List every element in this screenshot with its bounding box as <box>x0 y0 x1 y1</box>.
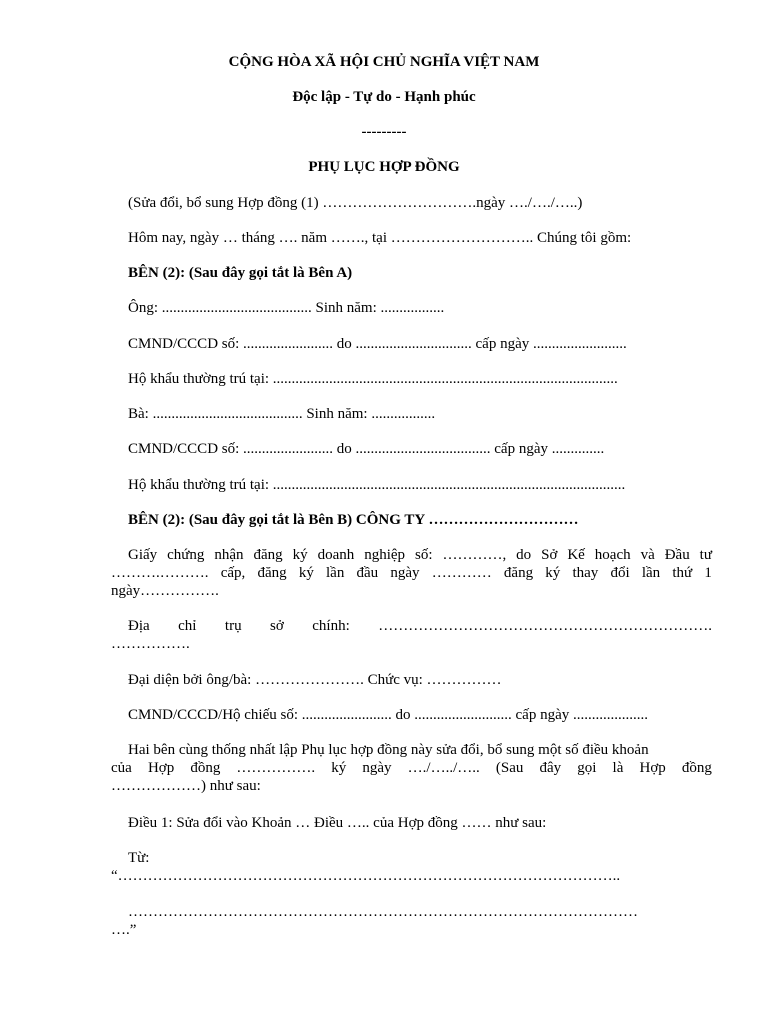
justified-word: (Sau <box>495 760 524 776</box>
justified-word: đồng <box>190 760 221 776</box>
agreement-line-2 <box>111 759 712 777</box>
justified-word: trụ <box>224 618 242 634</box>
party-b-heading: BÊN (2): (Sau đây gọi tắt là Bên B) CÔNG TY ………………………… <box>128 512 579 528</box>
justified-word: ……….………. <box>111 565 209 581</box>
party-a-mr-id: CMND/CCCD số: ........................ do ............................... cấp ngày ......................... <box>128 336 627 352</box>
amend-line: (Sửa đổi, bổ sung Hợp đồng (1) ………………………….ngày …./…./…..) <box>128 195 583 211</box>
justified-word: …………………………………………………………. <box>378 618 712 634</box>
article-1-title: Điều 1: Sửa đổi vào Khoản … Điều ….. của Hợp đồng …… như sau: <box>128 815 547 831</box>
justified-word: nghiệp <box>364 547 406 563</box>
justified-word: Giấy <box>128 547 158 563</box>
justified-word: Sở <box>541 547 558 563</box>
today-line: Hôm nay, ngày … tháng …. năm ……., tại ……………………….. Chúng tôi gồm: <box>128 230 632 246</box>
justified-word: sở <box>270 618 284 634</box>
justified-word: hoạch <box>594 547 631 563</box>
head-office-line-1 <box>128 617 712 635</box>
justified-word: ngày <box>390 565 420 581</box>
justified-word: đăng <box>257 565 287 581</box>
justified-word: …./…../….. <box>407 760 480 776</box>
justified-word: do <box>516 547 532 563</box>
justified-word: và <box>640 547 655 563</box>
justified-word: Kế <box>567 547 585 563</box>
justified-word: 1 <box>704 565 712 581</box>
justified-word: ………… <box>431 565 492 581</box>
justified-word: số: <box>414 547 433 563</box>
justified-word: đây <box>539 760 562 776</box>
justified-word: đồng <box>681 760 712 776</box>
party-a-mr: Ông: ........................................ Sinh năm: ................. <box>128 300 445 316</box>
party-a-mrs: Bà: ........................................ Sinh năm: ................. <box>128 406 436 422</box>
justified-word: của <box>111 760 132 776</box>
justified-word: nhận <box>214 547 244 563</box>
justified-word: …………, <box>442 547 507 563</box>
justified-word: ngày <box>362 760 392 776</box>
justified-word: đăng <box>503 565 534 581</box>
agreement-line-3: ………………) như sau: <box>111 778 261 794</box>
justified-word: ký <box>331 760 347 776</box>
business-cert-line-3: ngày……………. <box>111 583 219 599</box>
party-a-mrs-id: CMND/CCCD số: ........................ do .................................... cấp ngày .............. <box>128 441 605 457</box>
justified-word: ký <box>545 565 561 581</box>
justified-word: đầu <box>356 565 379 581</box>
justified-word: chỉ <box>178 618 197 634</box>
motto-heading: Độc lập - Tự do - Hạnh phúc <box>292 89 476 105</box>
justified-word: đổi <box>610 565 630 581</box>
justified-word: ký <box>298 565 314 581</box>
head-office-line-2: ……………. <box>111 636 190 652</box>
agreement-line-1: Hai bên cùng thống nhất lập Phụ lục hợp đồng này sửa đổi, bổ sung một số điều khoản <box>128 742 649 758</box>
justified-word: thay <box>572 565 599 581</box>
nation-heading: CỘNG HÒA XÃ HỘI CHỦ NGHĨA VIỆT NAM <box>228 54 540 70</box>
justified-word: đăng <box>253 547 283 563</box>
justified-word: Hợp <box>147 760 175 776</box>
justified-word: tư <box>699 547 712 563</box>
justified-word: doanh <box>317 547 355 563</box>
separator-line: --------- <box>361 124 407 140</box>
representative-id-line: CMND/CCCD/Hộ chiếu số: ........................ do .......................... cấp ngày .................... <box>128 707 648 723</box>
business-cert-line-1 <box>128 546 712 564</box>
justified-word: cấp, <box>220 565 246 581</box>
justified-word: Địa <box>128 618 150 634</box>
from-text-line-1: “……………………………………………………………………………………….. <box>111 868 621 884</box>
from-text-line-2: ………………………………………………………………………………………… <box>128 904 638 920</box>
document-title: PHỤ LỤC HỢP ĐỒNG <box>308 159 460 175</box>
from-label: Từ: <box>128 850 150 866</box>
party-a-mr-address: Hộ khẩu thường trú tại: ............................................................................................ <box>128 371 618 387</box>
business-cert-line-2 <box>111 564 712 582</box>
justified-word: Hợp <box>639 760 666 776</box>
representative-line: Đại diện bởi ông/bà: …………………. Chức vụ: …………… <box>128 672 502 688</box>
justified-word: lần <box>641 565 661 581</box>
party-a-mrs-address: Hộ khẩu thường trú tại: .............................................................................................. <box>128 477 626 493</box>
party-a-heading: BÊN (2): (Sau đây gọi tắt là Bên A) <box>128 265 353 281</box>
from-text-line-3: ….” <box>111 922 137 938</box>
justified-word: Đầu <box>664 547 690 563</box>
justified-word: lần <box>326 565 345 581</box>
justified-word: chứng <box>167 547 205 563</box>
justified-word: gọi <box>577 760 597 776</box>
justified-word: chính: <box>312 618 350 634</box>
justified-word: ……………. <box>236 760 316 776</box>
justified-word: là <box>612 760 624 776</box>
justified-word: thứ <box>672 565 693 581</box>
justified-word: ký <box>292 547 308 563</box>
